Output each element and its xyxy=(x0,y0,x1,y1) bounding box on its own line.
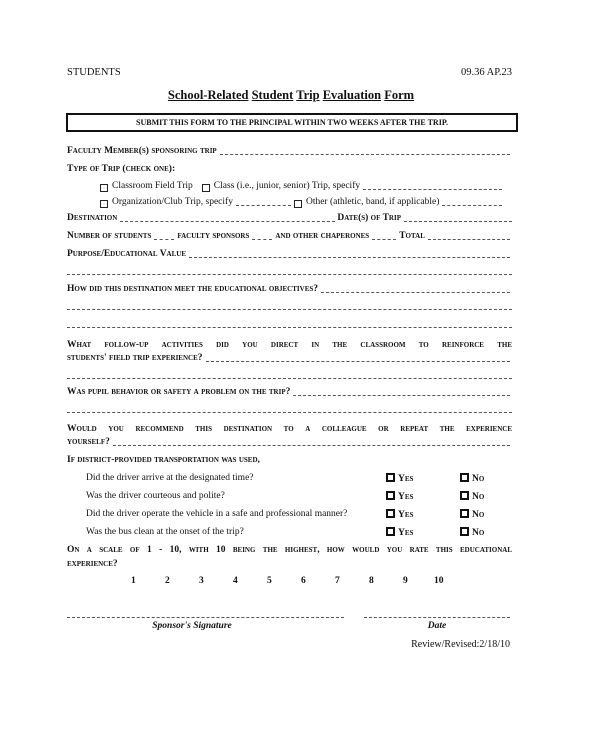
sponsors-field[interactable] xyxy=(252,239,272,240)
signature-line[interactable] xyxy=(67,617,344,618)
date-line[interactable] xyxy=(364,617,510,618)
no-option[interactable] xyxy=(460,527,484,538)
chaperones-field[interactable] xyxy=(372,239,396,240)
title-word: Form xyxy=(384,88,415,102)
checkbox-icon xyxy=(460,527,469,536)
recommend-label: Would you recommend this destination to a colleague or repeat the experience xyxy=(67,424,512,434)
students-label: Number of students xyxy=(67,231,152,241)
rating-9[interactable]: 9 xyxy=(403,576,408,586)
faculty-field[interactable] xyxy=(220,154,510,155)
type-options-2 xyxy=(100,197,504,208)
objectives-line[interactable] xyxy=(67,327,512,328)
count-row xyxy=(67,231,512,242)
yes-option[interactable] xyxy=(386,509,413,520)
total-label: Total xyxy=(399,231,425,241)
checkbox-other[interactable] xyxy=(294,200,302,208)
purpose-line[interactable] xyxy=(67,274,512,275)
recommend-label-2: yourself? xyxy=(67,437,110,447)
checkbox-icon xyxy=(386,509,395,518)
yes-option[interactable] xyxy=(386,473,413,484)
yes-label: Yes xyxy=(398,474,414,484)
checkbox-class[interactable] xyxy=(202,184,210,192)
followup-label: What follow-up activities did you direct in the classroom to reinforce the xyxy=(67,340,512,350)
objectives-label: How did this destination meet the educational objectives? xyxy=(67,284,319,294)
class-specify-field[interactable] xyxy=(363,189,502,190)
rating-8[interactable]: 8 xyxy=(369,576,374,586)
scale-question-2: experience? xyxy=(67,559,118,569)
transport-question: Did the driver operate the vehicle in a safe and professional manner? xyxy=(86,509,348,519)
transport-row xyxy=(67,455,512,466)
club-specify-field[interactable] xyxy=(236,205,291,206)
total-field[interactable] xyxy=(428,239,510,240)
transport-question: Did the driver arrive at the designated time? xyxy=(86,473,254,483)
revision-note: Review/Revised:2/18/10 xyxy=(411,639,510,650)
no-label: No xyxy=(472,492,485,502)
transport-label: If district-provided transportation was used, xyxy=(67,455,260,465)
no-option[interactable] xyxy=(460,491,484,502)
opt-classroom: Classroom Field Trip xyxy=(112,181,193,191)
scale-question: On a scale of 1 - 10, with 10 being the highest, how would you rate this educational xyxy=(67,545,512,555)
checkbox-icon xyxy=(460,509,469,518)
behavior-label: Was pupil behavior or safety a problem on the trip? xyxy=(67,387,291,397)
transport-question: Was the bus clean at the onset of the trip? xyxy=(86,527,244,537)
no-label: No xyxy=(472,474,485,484)
no-option[interactable] xyxy=(460,473,484,484)
recommend-row xyxy=(67,437,512,448)
dates-label: Date(s) of Trip xyxy=(337,213,401,223)
objectives-field[interactable] xyxy=(321,292,510,293)
rating-5[interactable]: 5 xyxy=(267,576,272,586)
type-options-1 xyxy=(100,181,504,192)
yes-option[interactable] xyxy=(386,527,413,538)
behavior-row xyxy=(67,387,512,398)
title-word: School-Related xyxy=(167,88,249,102)
destination-field[interactable] xyxy=(120,221,335,222)
no-label: No xyxy=(472,528,485,538)
notice-box xyxy=(66,113,518,132)
checkbox-classroom[interactable] xyxy=(100,184,108,192)
checkbox-icon xyxy=(386,473,395,482)
yes-label: Yes xyxy=(398,510,414,520)
yes-option[interactable] xyxy=(386,491,413,502)
opt-other: Other (athletic, band, if applicable) xyxy=(305,197,440,207)
checkbox-icon xyxy=(460,473,469,482)
rating-6[interactable]: 6 xyxy=(301,576,306,586)
dates-field[interactable] xyxy=(404,221,512,222)
notice-text: SUBMIT THIS FORM TO THE PRINCIPAL WITHIN TWO WEEKS AFTER THE TRIP. xyxy=(136,118,448,127)
purpose-field[interactable] xyxy=(189,257,510,258)
type-label: Type of Trip (check one): xyxy=(67,164,176,174)
purpose-label: Purpose/Educational Value xyxy=(67,249,187,259)
header-left: STUDENTS xyxy=(67,67,121,78)
followup-label-2: students' field trip experience? xyxy=(67,353,203,363)
faculty-label: Faculty Member(s) sponsoring trip xyxy=(67,146,217,156)
destination-row xyxy=(67,213,512,224)
transport-question: Was the driver courteous and polite? xyxy=(86,491,225,501)
recommend-field[interactable] xyxy=(113,445,510,446)
opt-class: Class (i.e., junior, senior) Trip, specify xyxy=(213,181,361,191)
rating-4[interactable]: 4 xyxy=(233,576,238,586)
date-label: Date xyxy=(427,621,447,631)
type-row xyxy=(67,164,512,175)
objectives-row xyxy=(67,284,512,295)
behavior-field[interactable] xyxy=(293,395,510,396)
followup-row xyxy=(67,353,512,364)
rating-7[interactable]: 7 xyxy=(335,576,340,586)
purpose-row xyxy=(67,249,512,260)
title-word: Evaluation xyxy=(322,88,382,102)
rating-10[interactable]: 10 xyxy=(434,576,444,586)
followup-field[interactable] xyxy=(206,361,511,362)
rating-3[interactable]: 3 xyxy=(199,576,204,586)
behavior-line[interactable] xyxy=(67,412,512,413)
followup-line[interactable] xyxy=(67,378,512,379)
yes-label: Yes xyxy=(398,492,414,502)
title-word: Student xyxy=(251,88,294,102)
header-right: 09.36 AP.23 xyxy=(460,67,512,78)
signature-label: Sponsor's Signature xyxy=(152,621,232,631)
checkbox-club[interactable] xyxy=(100,200,108,208)
checkbox-icon xyxy=(386,491,395,500)
rating-1[interactable]: 1 xyxy=(131,576,136,586)
faculty-row xyxy=(67,146,512,157)
title-word: Trip xyxy=(296,88,320,102)
checkbox-icon xyxy=(386,527,395,536)
page-title xyxy=(0,88,582,103)
students-field[interactable] xyxy=(154,239,174,240)
sponsors-label: faculty sponsors xyxy=(177,231,250,241)
opt-club: Organization/Club Trip, specify xyxy=(112,197,233,207)
destination-label: Destination xyxy=(67,213,118,223)
no-option[interactable] xyxy=(460,509,484,520)
yes-label: Yes xyxy=(398,528,414,538)
objectives-line[interactable] xyxy=(67,309,512,310)
other-specify-field[interactable] xyxy=(442,205,502,206)
checkbox-icon xyxy=(460,491,469,500)
chaperones-label: and other chaperones xyxy=(275,231,370,241)
no-label: No xyxy=(472,510,485,520)
rating-2[interactable]: 2 xyxy=(165,576,170,586)
